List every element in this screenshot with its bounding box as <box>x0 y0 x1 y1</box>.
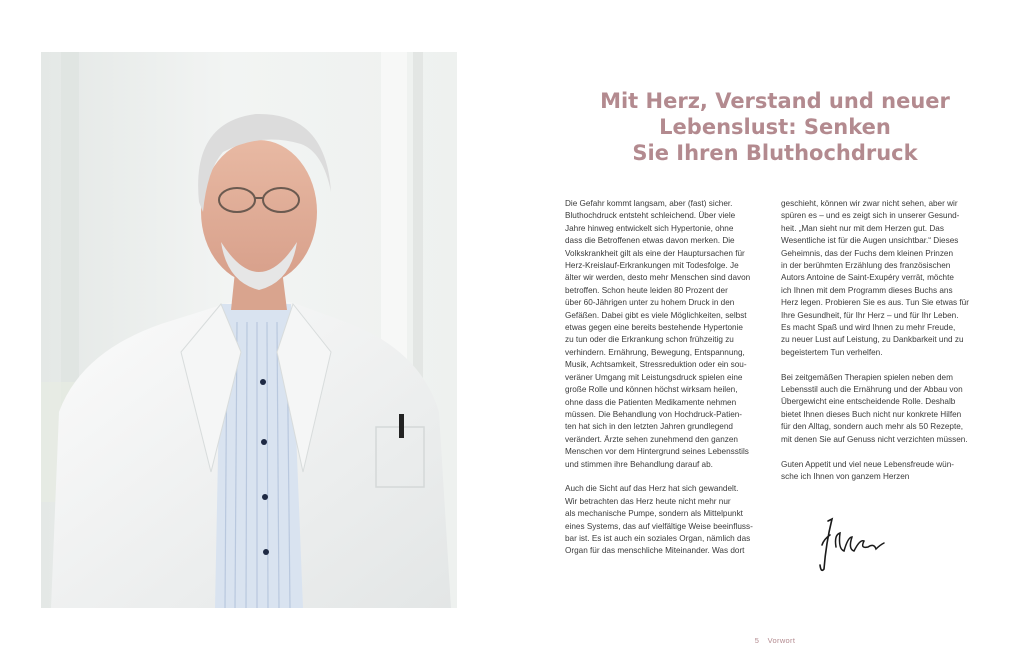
page-footer <box>740 636 810 645</box>
text-line: verhindern. Ernährung, Bewegung, Entspannung, <box>565 347 745 357</box>
text-line: Auch die Sicht auf das Herz hat sich gewandelt. <box>565 484 739 494</box>
text-line: Herz legen. Probieren Sie es aus. Tun Sie etwas für <box>781 298 969 308</box>
text-line: eines Systems, das auf vielfältige Weise beeinfluss- <box>565 521 753 531</box>
page-number: 5 <box>754 636 760 645</box>
text-line: Gefäßen. Dabei gibt es viele Möglichkeiten, selbst <box>565 310 747 320</box>
text-line: ohne dass die Patienten Medikamente nehmen <box>565 397 737 407</box>
paragraph <box>781 198 981 359</box>
text-line: Wir betrachten das Herz heute nicht mehr nur <box>565 496 731 506</box>
section-label: Vorwort <box>767 636 796 645</box>
text-line: Jahre hinweg entwickelt sich Hypertonie, ohne <box>565 223 734 233</box>
text-line: spüren es – und es zeigt sich in unserer Gesund- <box>781 211 960 221</box>
text-line: älter wir werden, desto mehr Menschen sind davon <box>565 273 751 283</box>
text-line: und stimmen ihre Behandlung darauf ab. <box>565 459 713 469</box>
text-line: begeistertem Tun verhelfen. <box>781 347 883 357</box>
text-line: Bei zeitgemäßen Therapien spielen neben dem <box>781 372 953 382</box>
left-text-column <box>565 198 765 570</box>
text-line: Guten Appetit und viel neue Lebensfreude wün- <box>781 459 954 469</box>
text-line: Herz-Kreislauf-Erkrankungen mit Todesfolge. Je <box>565 261 739 271</box>
text-line: betroffen. Schon heute leiden 80 Prozent der <box>565 285 728 295</box>
portrait-illustration <box>41 52 457 608</box>
text-line: Menschen vor dem Hintergrund seines Lebensstils <box>565 447 749 457</box>
text-line: für den Alltag, sondern auch mehr als 50 Rezepte, <box>781 422 964 432</box>
text-line: Die Gefahr kommt langsam, aber (fast) sicher. <box>565 199 733 208</box>
text-line: etwas gegen eine bereits bestehende Hypertonie <box>565 323 743 333</box>
doctor-portrait-photo <box>41 52 457 608</box>
text-line: ten hat sich in den letzten Jahren grundlegend <box>565 422 733 432</box>
text-line: als mechanische Pumpe, sondern als Mittelpunkt <box>565 509 743 519</box>
text-line: große Rolle und können höchst wirksam heilen, <box>565 385 738 395</box>
text-line: Volkskrankheit gilt als eine der Hauptursachen für <box>565 248 745 258</box>
text-line: Ihre Gesundheit, für Ihr Herz – und für Ihr Leben. <box>781 310 959 320</box>
paragraph <box>565 483 765 557</box>
text-line: geschieht, können wir zwar nicht sehen, aber wir <box>781 199 958 208</box>
text-line: ich Ihnen mit dem Programm dieses Buchs ans <box>781 285 953 295</box>
handwritten-signature <box>818 515 898 575</box>
text-line: bietet Ihnen dieses Buch nicht nur konkrete Hilfen <box>781 409 962 419</box>
text-line: heit. „Man sieht nur mit dem Herzen gut. Das <box>781 223 944 233</box>
text-line: Übergewicht eine entscheidende Rolle. Deshalb <box>781 397 956 407</box>
text-line: in der berühmten Erzählung des französischen <box>781 261 951 271</box>
signature-icon <box>818 515 898 575</box>
text-line: verändert. Ärzte sehen zunehmend den ganzen <box>565 434 738 444</box>
text-line: Wesentliche ist für die Augen unsichtbar.“ Dieses <box>781 236 959 246</box>
title-line: Sie Ihren Bluthochdruck <box>632 141 918 165</box>
text-line: Geheimnis, das der Fuchs dem kleinen Prinzen <box>781 248 954 258</box>
page-title <box>565 88 985 166</box>
paragraph <box>565 198 765 471</box>
title-line: Mit Herz, Verstand und neuer <box>600 89 950 113</box>
title-line: Lebenslust: Senken <box>659 115 891 139</box>
text-line: Musik, Achtsamkeit, Stressreduktion oder ein sou- <box>565 360 747 370</box>
text-line: bar ist. Es ist auch ein soziales Organ, nämlich das <box>565 533 751 543</box>
text-line: mit denen Sie auf Genuss nicht verzichten müssen. <box>781 434 968 444</box>
text-line: über 60-Jährigen unter zu hohem Druck in den <box>565 298 735 308</box>
text-line: dass die Betroffenen etwas davon merken. Die <box>565 236 735 246</box>
text-line: veräner Umgang mit Leistungsdruck spielen eine <box>565 372 743 382</box>
paragraph <box>781 459 981 484</box>
text-line: zu neuer Lust auf Leistung, zu Dankbarkeit und zu <box>781 335 964 345</box>
right-text-column <box>781 198 981 496</box>
paragraph <box>781 372 981 446</box>
text-line: müssen. Die Behandlung von Hochdruck-Patien- <box>565 409 743 419</box>
text-line: Bluthochdruck entsteht schleichend. Über viele <box>565 211 736 221</box>
text-line: Lebensstil auch die Ernährung und der Abbau von <box>781 385 963 395</box>
text-line: sche ich Ihnen von ganzem Herzen <box>781 471 910 481</box>
text-line: Es macht Spaß und wird Ihnen zu mehr Freude, <box>781 323 956 333</box>
text-line: zu tun oder die Erkrankung schon frühzeitig zu <box>565 335 734 345</box>
text-line: Autors Antoine de Saint-Exupéry verrät, möchte <box>781 273 954 283</box>
text-line: Organ für das menschliche Miteinander. Was dort <box>565 546 745 556</box>
